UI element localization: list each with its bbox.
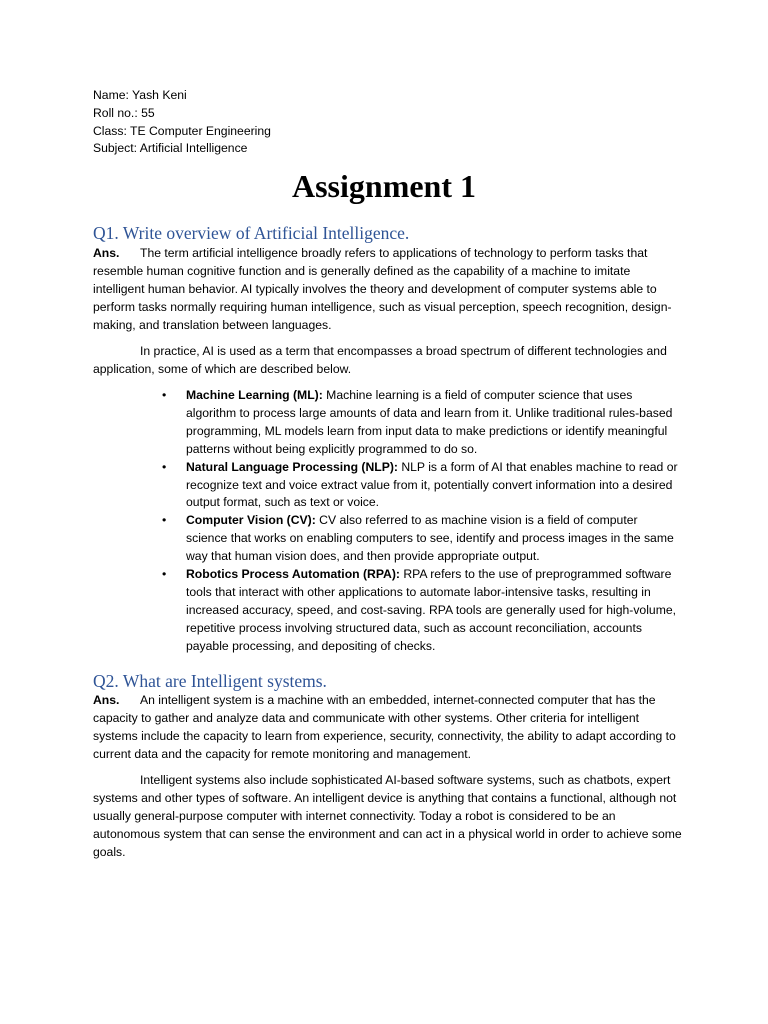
- q2-para2-text: Intelligent systems also include sophisticated AI-based software systems, such as chatbots, expert systems and other types of software. An intelligent device is anything that contains a functional, although not usually general-purpose computer with internet connectivity. Today a robot is considered to be an autonomous system that can sense the environment and can act in a physical world in order to achieve some goals.: [93, 773, 682, 859]
- subject-name: Subject: Artificial Intelligence: [93, 141, 248, 156]
- class-name: Class: TE Computer Engineering: [93, 123, 271, 138]
- q1-heading: Q1. Write overview of Artificial Intelligence.: [93, 223, 410, 243]
- q2-answer-paragraph-1: [93, 692, 683, 764]
- ai-technologies-list: [162, 387, 682, 656]
- roll-number: Roll no.: 55: [93, 105, 155, 120]
- bullet-term: Machine Learning (ML):: [186, 388, 323, 402]
- q2-heading: Q2. What are Intelligent systems.: [93, 671, 327, 691]
- bullet-text: NLP is a form of AI that enables machine to read or recognize text and voice extract value from it, potentially convert information into a desired output format, such as text or voice.: [186, 459, 678, 510]
- bullet-icon: •: [162, 567, 167, 582]
- list-item: [162, 566, 682, 656]
- q1-para1-text: The term artificial intelligence broadly refers to applications of technology to perform tasks that resemble human cognitive function and is generally defined as the capability of a machine to imitate intelligent human behavior. AI typically involves the theory and development of computer systems able to perform tasks normally requiring human intelligence, such as visual perception, speech recognition, design-making, and translation between languages.: [93, 246, 672, 332]
- q2-answer-paragraph-2: [93, 772, 683, 862]
- document-title: Assignment 1: [291, 168, 476, 204]
- bullet-text: RPA refers to the use of preprogrammed software tools that interact with other applications to automate labor-intensive tasks, resulting in increased accuracy, speed, and cost-saving. RPA tools are generally used for high-volume, repetitive process involving structured data, such as account reconciliation, accounts payable processing, and depositing of checks.: [186, 567, 677, 653]
- bullet-text: Machine learning is a field of computer science that uses algorithm to process large amounts of data and learn from it. Unlike traditional rules-based programming, ML models learn from input data to make predictions or identify meaningful patterns without being explicitly programmed to do so.: [186, 388, 673, 456]
- bullet-term: Robotics Process Automation (RPA):: [186, 567, 400, 582]
- bullet-term: Computer Vision (CV):: [186, 513, 316, 528]
- list-item: [162, 459, 682, 513]
- bullet-icon: •: [162, 513, 167, 528]
- q2-ans-label: Ans.: [93, 693, 120, 707]
- q1-ans-label: Ans.: [93, 246, 120, 260]
- bullet-icon: •: [162, 459, 167, 474]
- q2-para1-text: An intelligent system is a machine with an embedded, internet-connected computer that has the capacity to gather and analyze data and communicate with other systems. Other criteria for intelligent systems include the capacity to learn from experience, security, connectivity, the ability to adapt according to current data and the capacity for remote monitoring and management.: [93, 693, 676, 761]
- list-item: [162, 512, 682, 566]
- student-name: Name: Yash Keni: [93, 88, 187, 102]
- bullet-text: CV also referred to as machine vision is a field of computer science that works on enabling computers to see, identify and process images in the same way that human vision does, and then provide appropriate output.: [186, 513, 674, 564]
- q1-para2-text: In practice, AI is used as a term that encompasses a broad spectrum of different technologies and application, some of which are described below.: [93, 344, 667, 376]
- bullet-term: Natural Language Processing (NLP):: [186, 459, 398, 474]
- q1-answer-paragraph-1: [93, 245, 683, 335]
- student-info: [93, 87, 271, 158]
- q1-answer-paragraph-2: [93, 343, 683, 379]
- list-item: [162, 387, 682, 459]
- bullet-icon: •: [162, 388, 167, 402]
